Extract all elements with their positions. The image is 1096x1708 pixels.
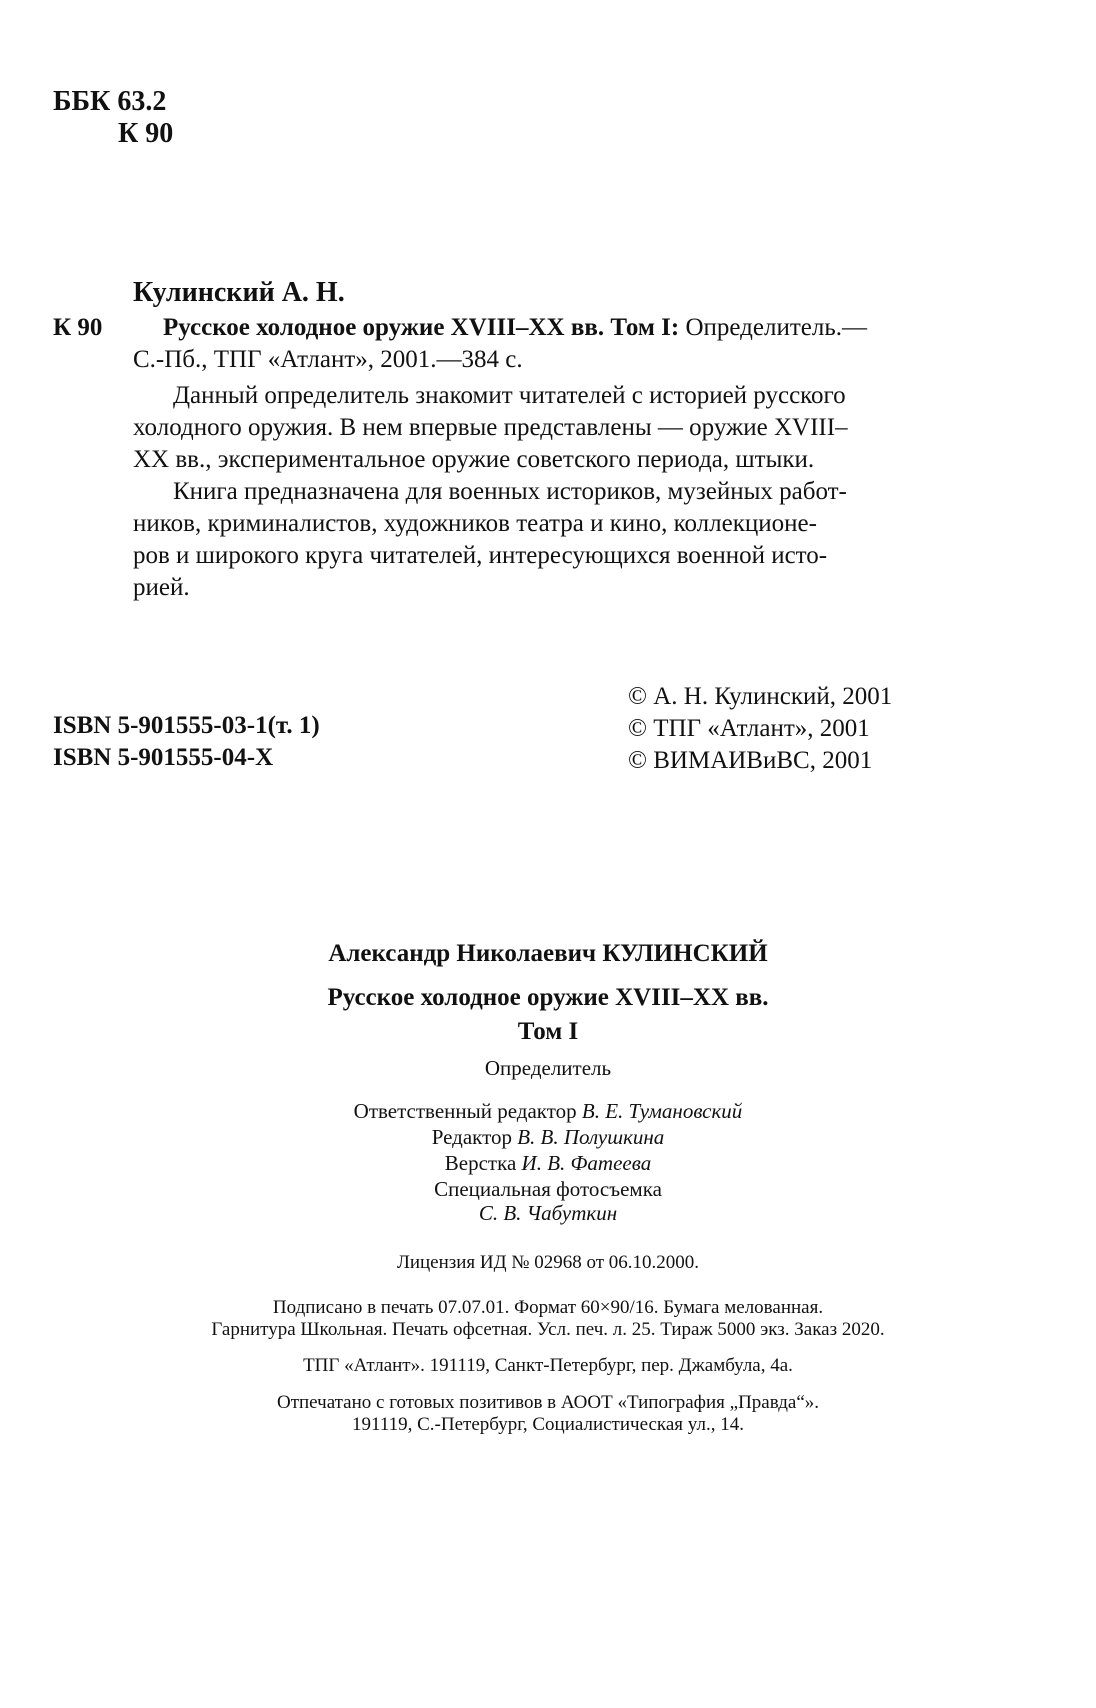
credit-editor (0, 1125, 1096, 1150)
credit-name: С. В. Чабуткин (478, 1201, 618, 1225)
isbn-set: ISBN 5-901555-04-X (53, 744, 274, 771)
credit-role: Ответственный редактор (353, 1099, 577, 1123)
record-title (163, 314, 867, 342)
credit-layout (0, 1151, 1096, 1176)
credit-responsible-editor (0, 1099, 1096, 1124)
print-info-line: Подписано в печать 07.07.01. Формат 60×90/16. Бумага мелованная. (272, 1297, 824, 1318)
license: Лицензия ИД № 02968 от 06.10.2000. (396, 1252, 700, 1273)
copyright-publisher: © ТПГ «Атлант», 2001 (628, 715, 870, 742)
printer-line: 191119, С.-Петербург, Социалистическая ул., 14. (352, 1414, 744, 1435)
annotation-line: Данный определитель знакомит читателей с историей русского (173, 382, 846, 409)
record-title-bold: Русское холодное оружие XVIII–XX вв. Том I: (163, 314, 680, 341)
copyright-author: © А. Н. Кулинский, 2001 (628, 683, 893, 710)
publisher-address: ТПГ «Атлант». 191119, Санкт-Петербург, пер. Джамбула, 4а. (303, 1355, 793, 1376)
colophon-author: Александр Николаевич КУЛИНСКИЙ (328, 940, 768, 967)
credit-role: Специальная фотосъемка (434, 1177, 662, 1201)
annotation-line: холодного оружия. В нем впервые представлены — оружие XVIII– (133, 414, 848, 441)
record-title-rest: Определитель.— (685, 314, 868, 341)
colophon-volume: Том I (517, 1018, 579, 1045)
colophon-subtitle: Определитель (484, 1056, 612, 1080)
credit-role: Редактор (431, 1125, 512, 1149)
credit-role: Верстка (444, 1151, 517, 1175)
author-sign: К 90 (118, 118, 174, 149)
record-imprint: С.-Пб., ТПГ «Атлант», 2001.—384 с. (133, 346, 523, 373)
bbk-index: ББК 63.2 (53, 86, 167, 117)
print-info-line: Гарнитура Школьная. Печать офсетная. Усл. печ. л. 25. Тираж 5000 экз. Заказ 2020. (211, 1319, 885, 1340)
copyright-museum: © ВИМАИВиВС, 2001 (628, 747, 873, 774)
credit-photo (0, 1177, 1096, 1202)
record-code: К 90 (53, 314, 103, 341)
annotation-line: XX вв., экспериментальное оружие советского периода, штыки. (133, 446, 815, 473)
record-author: Кулинский А. Н. (133, 277, 345, 308)
credit-name: И. В. Фатеева (521, 1151, 652, 1175)
isbn-volume: ISBN 5-901555-03-1(т. 1) (53, 712, 320, 739)
colophon-title: Русское холодное оружие XVIII–XX вв. (327, 984, 769, 1011)
annotation-line: Книга предназначена для военных историков, музейных работ- (173, 478, 847, 505)
printer-line: Отпечатано с готовых позитивов в АООТ «Типография „Правда“». (276, 1392, 820, 1413)
annotation-line: ников, криминалистов, художников театра и кино, коллекционе- (133, 510, 817, 537)
annotation-line: ров и широкого круга читателей, интересующихся военной исто- (133, 542, 828, 569)
annotation-line: рией. (133, 574, 190, 601)
credit-photographer (0, 1201, 1096, 1226)
credit-name: В. В. Полушкина (517, 1125, 665, 1149)
credit-name: В. Е. Тумановский (581, 1099, 743, 1123)
